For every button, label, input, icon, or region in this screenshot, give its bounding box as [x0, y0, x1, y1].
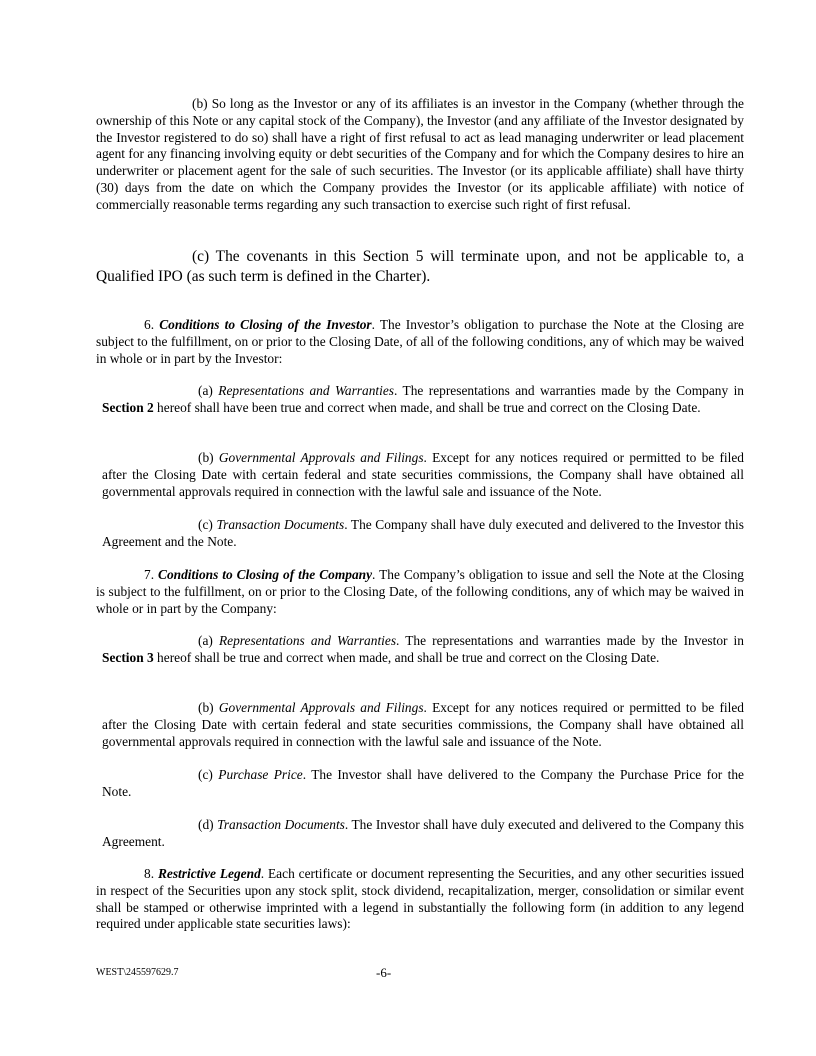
- document-id: WEST\245597629.7: [96, 967, 179, 978]
- section-7d: [102, 817, 744, 851]
- section-6: [96, 317, 744, 367]
- section-6b: [102, 450, 744, 500]
- body-text: . The Company shall have duly executed and delivered to the Investor this Agreement and the Note.: [102, 517, 744, 549]
- clause-heading: Representations and Warranties: [218, 383, 395, 398]
- page-number: -6-: [376, 965, 392, 980]
- body-text: . The Investor shall have duly executed and delivered to the Company this Agreement.: [102, 817, 744, 849]
- marker: (b): [198, 450, 214, 465]
- section-7b: [102, 700, 744, 750]
- body-text: . Each certificate or document representing the Securities, and any other securities issued in respect of the Securities upon any stock split, stock dividend, recapitalization, merger, consolidation or similar event shall be stamped or otherwise imprinted with a legend in substantially the following form (in addition to any legend required under applicable state securities laws):: [96, 866, 744, 932]
- section-heading: Restrictive Legend: [157, 866, 261, 881]
- section-6a: [102, 383, 744, 417]
- section-number: 7.: [144, 567, 155, 582]
- paragraph-5b: [96, 96, 744, 214]
- marker: (a): [198, 633, 213, 648]
- clause-heading: Governmental Approvals and Filings: [218, 700, 424, 715]
- section-heading: Conditions to Closing of the Company: [158, 567, 373, 582]
- section-number: 6.: [144, 317, 155, 332]
- body-text: . Except for any notices required or permitted to be filed after the Closing Date with certain federal and state securities commissions, the Company shall have obtained all governmental approvals required in connection with the lawful sale and issuance of the Note.: [102, 450, 744, 499]
- body-text: . Except for any notices required or permitted to be filed after the Closing Date with certain federal and state securities commissions, the Company shall have obtained all governmental approvals required in connection with the lawful sale and issuance of the Note.: [102, 700, 744, 749]
- marker: (c): [198, 517, 213, 532]
- body-text-before: . The representations and warranties made by the Company in: [394, 383, 744, 398]
- body-text: . The Investor’s obligation to purchase the Note at the Closing are subject to the fulfillment, on or prior to the Closing Date, of all of the following conditions, any of which may be waived in whole or in part by the Investor:: [96, 317, 744, 366]
- body-text: . The Investor shall have delivered to the Company the Purchase Price for the Note.: [102, 767, 744, 799]
- body-text-after: hereof shall be true and correct when made, and shall be true and correct on the Closing Date.: [153, 649, 660, 665]
- paragraph-5c: [96, 247, 744, 286]
- clause-heading: Purchase Price: [218, 767, 303, 782]
- section-number: 8.: [144, 866, 155, 881]
- marker: (a): [198, 383, 213, 398]
- section-7a: [102, 633, 744, 667]
- section-reference: Section 2: [102, 399, 154, 415]
- section-heading: Conditions to Closing of the Investor: [159, 317, 372, 332]
- body-text-before: . The representations and warranties made by the Investor in: [396, 633, 744, 648]
- body-text: . The Company’s obligation to issue and sell the Note at the Closing is subject to the fulfillment, on or prior to the Closing Date, of the following conditions, any of which may be waived in whole or in part by the Company:: [96, 567, 744, 616]
- body-text-after: hereof shall have been true and correct when made, and shall be true and correct on the Closing Date.: [153, 399, 701, 415]
- marker: (b): [198, 700, 214, 715]
- clause-heading: Transaction Documents: [216, 517, 345, 532]
- marker: (c): [192, 248, 210, 265]
- clause-heading: Transaction Documents: [217, 817, 345, 832]
- clause-heading: Governmental Approvals and Filings: [218, 450, 424, 465]
- marker: (d): [198, 817, 214, 832]
- clause-heading: Representations and Warranties: [218, 633, 397, 648]
- body-text: So long as the Investor or any of its affiliates is an investor in the Company (whether through the ownership of this Note or any capital stock of the Company), the Investor (and any affiliate of the Investor designated by the Investor registered to do so) shall have a right of first refusal to act as lead managing underwriter or lead placement agent for any financing involving equity or debt securities of the Company and for which the Company desires to hire an underwriter or placement agent for the sale of such securities. The Investor (or its applicable affiliate) shall have thirty (30) days from the date on which the Company provides the Investor (or its applicable affiliate) with notice of commercially reasonable terms regarding any such transaction to exercise such right of first refusal.: [96, 96, 744, 212]
- marker: (c): [198, 767, 213, 782]
- body-text: The covenants in this Section 5 will terminate upon, and not be applicable to, a Qualified IPO (as such term is defined in the Charter).: [96, 248, 745, 285]
- section-6c: [102, 517, 744, 551]
- section-8: [96, 866, 744, 933]
- section-7c: [102, 767, 744, 801]
- section-reference: Section 3: [102, 649, 154, 665]
- section-7: [96, 567, 744, 617]
- marker: (b): [192, 96, 208, 111]
